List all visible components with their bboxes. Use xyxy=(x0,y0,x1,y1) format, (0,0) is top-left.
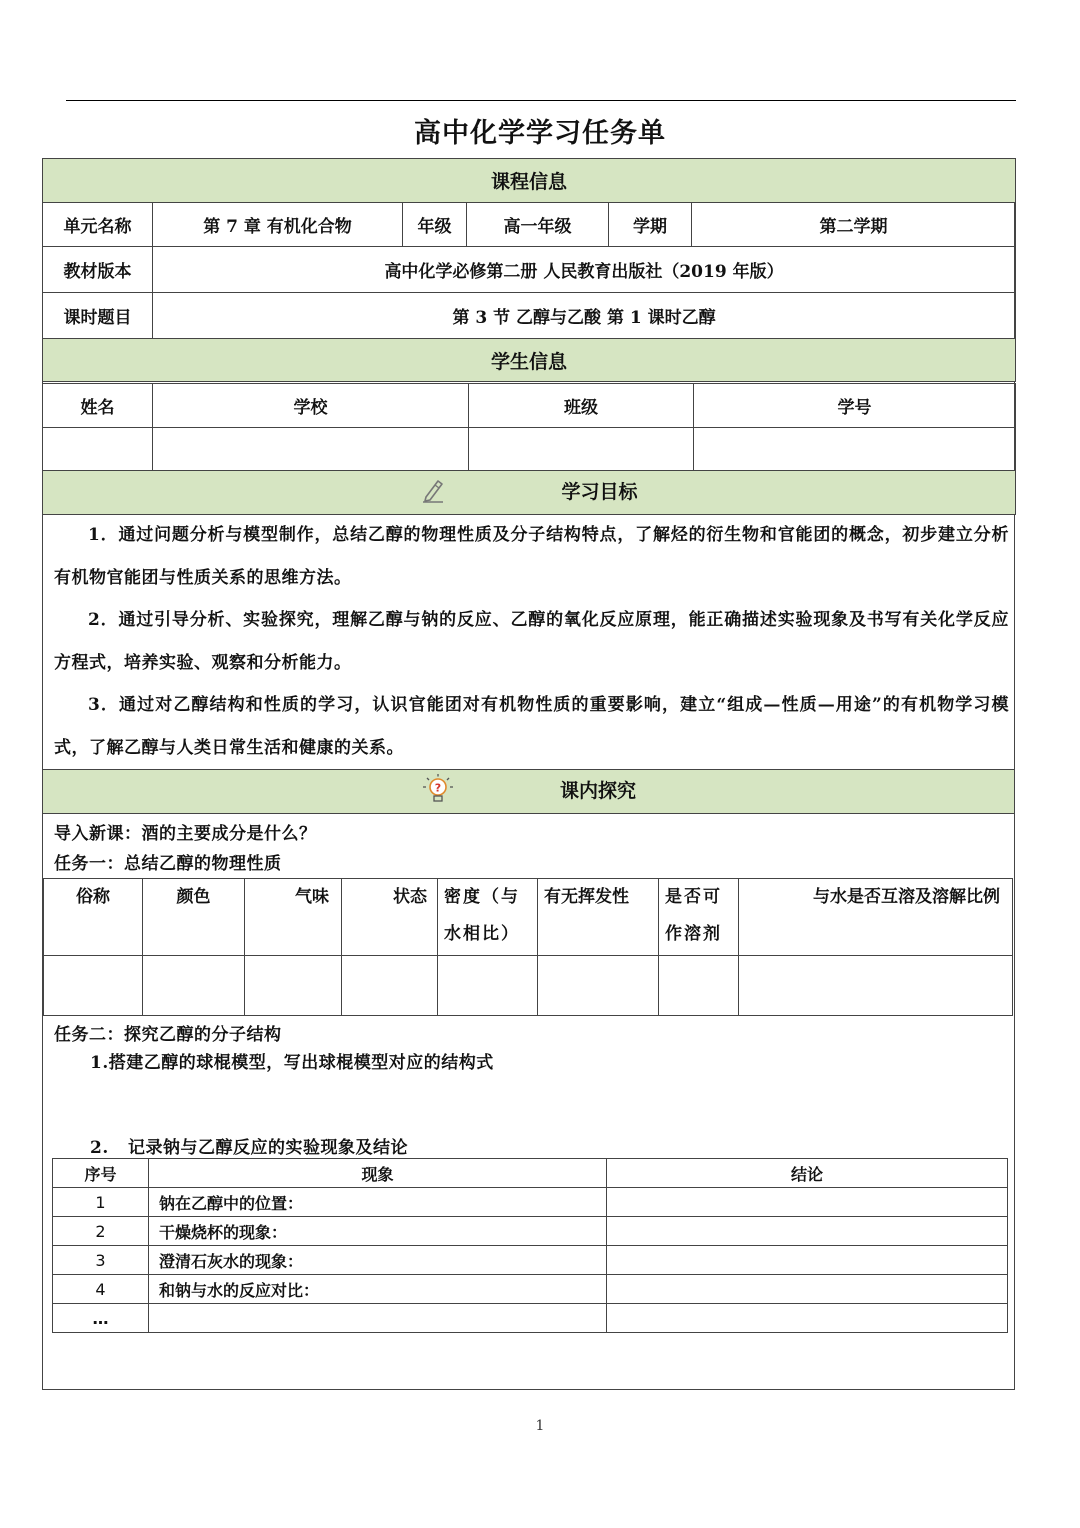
task2-title: 任务二：探究乙醇的分子结构 xyxy=(54,1025,282,1045)
goal-item: 3．通过对乙醇结构和性质的学习，认识官能团对有机物性质的重要影响，建立“组成—性质—用途”的有机物学习模式，了解乙醇与人类日常生活和健康的关系。 xyxy=(54,695,1009,758)
phys-header-solubility: 与水是否互溶及溶解比例 xyxy=(739,879,1013,956)
header-rule xyxy=(66,100,1016,101)
phys-header-solvent: 是否可作溶剂 xyxy=(659,879,739,956)
exp-row-conclusion[interactable] xyxy=(607,1217,1008,1246)
exp-header-number: 序号 xyxy=(53,1159,149,1188)
task2-step2: 2. 记录钠与乙醇反应的实验现象及结论 xyxy=(90,1138,409,1158)
exp-header-conclusion: 结论 xyxy=(607,1159,1008,1188)
task2-step1: 1.搭建乙醇的球棍模型，写出球棍模型对应的结构式 xyxy=(90,1053,494,1073)
exp-header-phenomenon: 现象 xyxy=(149,1159,607,1188)
section-student-info: 学生信息 xyxy=(43,339,1016,382)
phys-header-odor: 气味 xyxy=(245,879,342,956)
exp-row-conclusion[interactable] xyxy=(607,1275,1008,1304)
exp-row-conclusion[interactable] xyxy=(607,1246,1008,1275)
term-value: 第二学期 xyxy=(692,203,1016,247)
svg-text:?: ? xyxy=(434,781,442,795)
student-name-field[interactable] xyxy=(43,428,153,471)
student-school-field[interactable] xyxy=(153,428,469,471)
lightbulb-question-icon xyxy=(421,772,455,811)
physical-properties-table xyxy=(43,878,1013,1016)
section-inquiry xyxy=(43,770,1015,814)
phys-answer-cell[interactable] xyxy=(245,956,342,1016)
exp-row-number: 4 xyxy=(53,1275,149,1304)
exp-row-number: … xyxy=(53,1304,149,1333)
phys-answer-cell[interactable] xyxy=(438,956,538,1016)
page-number: 1 xyxy=(535,1418,545,1434)
section-course-info: 课程信息 xyxy=(43,159,1016,203)
phys-answer-cell[interactable] xyxy=(342,956,438,1016)
inquiry-title: 课内探究 xyxy=(559,780,636,802)
phys-header-color: 颜色 xyxy=(143,879,245,956)
table-row xyxy=(53,1304,1008,1333)
exp-row-number: 3 xyxy=(53,1246,149,1275)
phys-answer-cell[interactable] xyxy=(143,956,245,1016)
table-row xyxy=(53,1246,1008,1275)
exp-row-phenomenon[interactable]: 澄清石灰水的现象： xyxy=(149,1246,607,1275)
grade-label: 年级 xyxy=(403,203,467,247)
exp-row-number: 1 xyxy=(53,1188,149,1217)
experiment-table xyxy=(52,1158,1008,1333)
goal-item: 2．通过引导分析、实验探究，理解乙醇与钠的反应、乙醇的氧化反应原理，能正确描述实验现象及书写有关化学反应方程式，培养实验、观察和分析能力。 xyxy=(54,610,1009,673)
phys-header-nickname: 俗称 xyxy=(44,879,143,956)
goals-list xyxy=(54,514,1009,769)
student-class-field[interactable] xyxy=(469,428,694,471)
task1-title: 任务一：总结乙醇的物理性质 xyxy=(54,854,282,874)
student-class-label: 班级 xyxy=(469,384,694,428)
exp-row-phenomenon[interactable]: 和钠与水的反应对比： xyxy=(149,1275,607,1304)
section-goals xyxy=(43,471,1016,515)
inquiry-band-table xyxy=(42,769,1015,814)
table-row xyxy=(53,1275,1008,1304)
student-table xyxy=(42,383,1016,515)
phys-header-state: 状态 xyxy=(342,879,438,956)
phys-header-density: 密度（与水相比） xyxy=(438,879,538,956)
phys-answer-cell[interactable] xyxy=(44,956,143,1016)
phys-header-volatility: 有无挥发性 xyxy=(538,879,659,956)
topic-label: 课时题目 xyxy=(43,293,153,339)
phys-answer-cell[interactable] xyxy=(659,956,739,1016)
unit-label: 单元名称 xyxy=(43,203,153,247)
unit-value: 第 7 章 有机化合物 xyxy=(153,203,403,247)
student-name-label: 姓名 xyxy=(43,384,153,428)
exp-row-conclusion[interactable] xyxy=(607,1188,1008,1217)
grade-value: 高一年级 xyxy=(467,203,609,247)
pencil-icon xyxy=(420,477,446,508)
student-school-label: 学校 xyxy=(153,384,469,428)
student-id-field[interactable] xyxy=(694,428,1016,471)
term-label: 学期 xyxy=(609,203,692,247)
exp-row-phenomenon[interactable]: 干燥烧杯的现象： xyxy=(149,1217,607,1246)
student-id-label: 学号 xyxy=(694,384,1016,428)
document-title: 高中化学学习任务单 xyxy=(414,118,666,149)
phys-answer-cell[interactable] xyxy=(739,956,1013,1016)
phys-answer-cell[interactable] xyxy=(538,956,659,1016)
intro-text: 导入新课：酒的主要成分是什么？ xyxy=(54,824,317,844)
goals-title: 学习目标 xyxy=(561,481,638,503)
table-row xyxy=(53,1217,1008,1246)
exp-row-conclusion[interactable] xyxy=(607,1304,1008,1333)
exp-row-phenomenon[interactable]: 钠在乙醇中的位置： xyxy=(149,1188,607,1217)
textbook-label: 教材版本 xyxy=(43,247,153,293)
exp-row-number: 2 xyxy=(53,1217,149,1246)
table-row xyxy=(53,1188,1008,1217)
topic-value: 第 3 节 乙醇与乙酸 第 1 课时乙醇 xyxy=(153,293,1016,339)
info-table xyxy=(42,158,1016,382)
exp-row-phenomenon[interactable] xyxy=(149,1304,607,1333)
goal-item: 1．通过问题分析与模型制作，总结乙醇的物理性质及分子结构特点，了解烃的衍生物和官能团的概念，初步建立分析有机物官能团与性质关系的思维方法。 xyxy=(54,525,1009,588)
textbook-value: 高中化学必修第二册 人民教育出版社（2019 年版） xyxy=(153,247,1016,293)
